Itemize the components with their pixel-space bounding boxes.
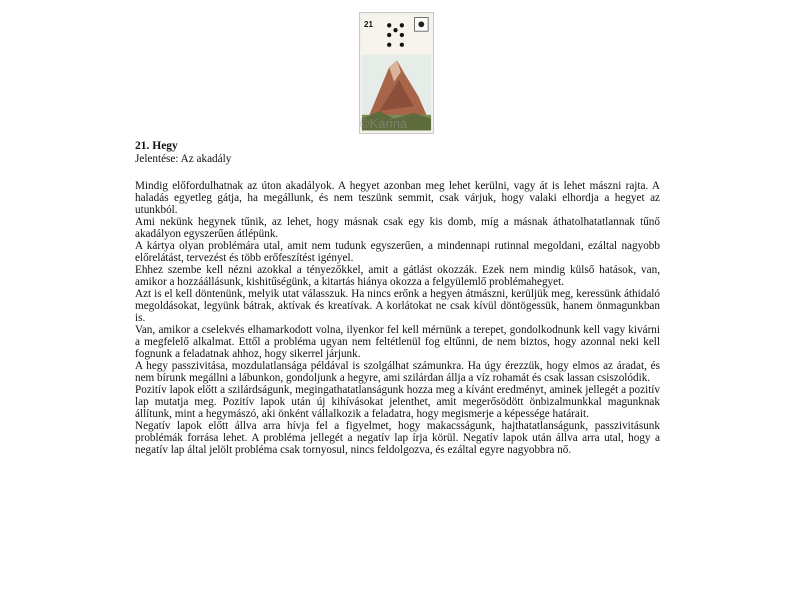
paragraph: Pozitív lapok előtt a szilárdságunk, megingathatatlanságunk hozza meg a kívánt eredményt, aminek jellegét a pozitív lap mutatja meg. Pozitív lapok után új kihívásokat jelenthet, amit megerősödött önbizalmunkkal magunknak állítunk, mint a hegymászó, aki önként vállalkozik a feladatra, hogy megismerje a képessége határait. — [135, 384, 660, 420]
article — [135, 140, 660, 456]
card-number: 21 — [364, 20, 373, 29]
mountain-illustration — [360, 13, 433, 133]
copyright-watermark: ©Karina — [360, 116, 408, 131]
paragraph: Van, amikor a cselekvés elhamarkodott volna, ilyenkor fel kell mérnünk a terepet, gondolkodnunk kell vagy kivárni a megfelelő alkalmat. Ettől a probléma ugyan nem feltétlenül fog eltűnni, de nem biztos, hogy azonnal neki kell fognunk a feladatnak ahhoz, hogy sikerrel járjunk. — [135, 324, 660, 360]
paragraph: Ami nekünk hegynek tűnik, az lehet, hogy másnak csak egy kis domb, míg a másnak áthatolhatatlannak tűnő akadályon egyszerűen átlépünk. — [135, 216, 660, 240]
card-title: 21. Hegy — [135, 140, 178, 152]
paragraph: Azt is el kell döntenünk, melyik utat válasszuk. Ha nincs erőnk a hegyen átmászni, kerüljük meg, keressünk áthidaló megoldásokat, legyünk bátrak, aktívak és kreatívak. A korlátokat ne csak kívül döntögessük, hanem önmagunkban is. — [135, 288, 660, 324]
paragraph: Negatív lapok előtt állva arra hívja fel a figyelmet, hogy makacsságunk, hajthatatlanságunk, passzivitásunk problémák forrása lehet. A probléma jellegét a negatív lap írja körül. Negatív lapok után állva arra utal, hogy a negatív lap által jelölt probléma csak tornyosul, nincs feldolgozva, és ezáltal egyre nagyobbra nő. — [135, 420, 660, 456]
paragraph: A kártya olyan problémára utal, amit nem tudunk egyszerűen, a mindennapi rutinnal megoldani, ezáltal nagyobb előrelátást, tervezést és több erőfeszítést igényel. — [135, 240, 660, 264]
paragraph: A hegy passzivitása, mozdulatlansága példával is szolgálhat számunkra. Ha úgy érezzük, hogy elmos az áradat, és nem bírunk megállni a lábunkon, gondoljunk a hegyre, ami szilárdan állja a víz rohamát és csak lassan csiszolódik. — [135, 360, 660, 384]
paragraph: Mindig előfordulhatnak az úton akadályok. A hegyet azonban meg lehet kerülni, vagy át is lehet mászni rajta. A haladás egyetleg gátja, ha megállunk, és nem teszünk semmit, csak várjuk, hogy valaki elhordja a hegyet az utunkból. — [135, 180, 660, 216]
paragraph: Ehhez szembe kell nézni azokkal a tényezőkkel, amit a gátlást okozzák. Ezek nem mindig külső hatások, van, amikor a hozzáállásunk, kishitűségünk, a kitartás hiánya okozza a felgyülemlő problémahegyet. — [135, 264, 660, 288]
card-meaning: Jelentése: Az akadály — [135, 153, 232, 165]
